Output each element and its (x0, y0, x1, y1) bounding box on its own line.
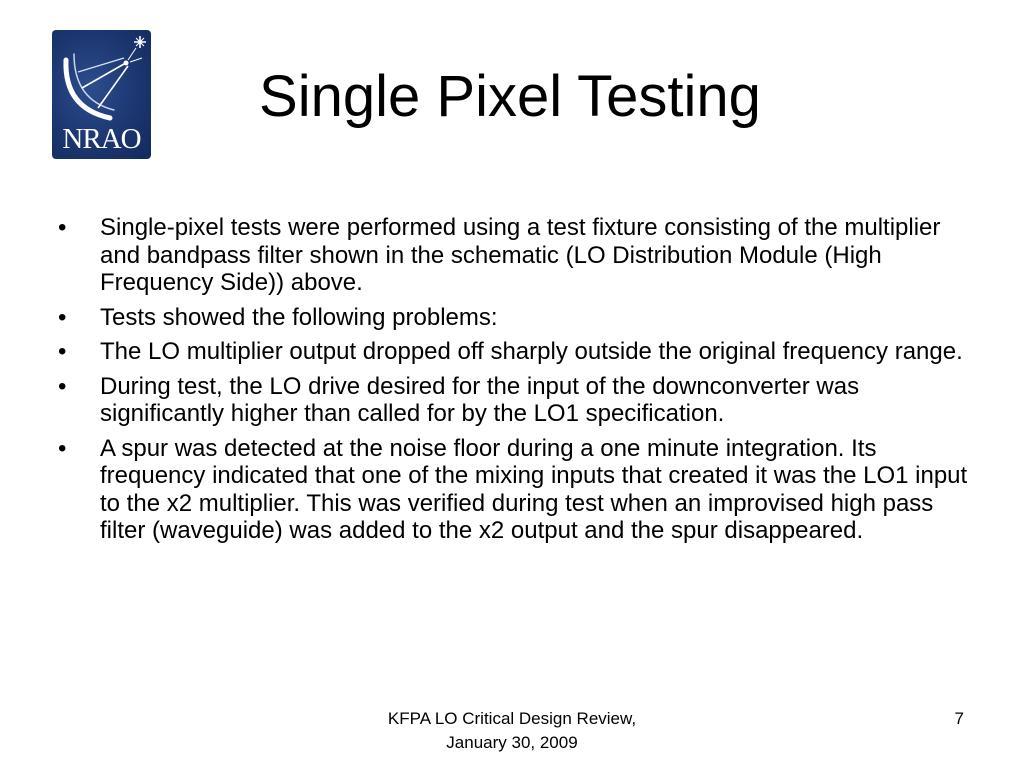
bullet-list (58, 214, 978, 552)
footer-caption (330, 707, 694, 755)
bullet-text: Tests showed the following problems: (100, 303, 498, 331)
bullet-item (58, 338, 978, 366)
bullet-text: The LO multiplier output dropped off sharply outside the original frequency range. (100, 338, 963, 365)
bullet-text: A spur was detected at the noise floor during a one minute integration. Its frequency indicated that one of the mixing inputs that created it was the LO1 input to the x2 multiplier. This was verified during test when an improvised high pass filter (waveguide) was added to the x2 output and the spur disappeared. (100, 434, 968, 544)
bullet-glyph: • (58, 434, 67, 462)
logo-wordmark: NRAO (62, 123, 141, 155)
bullet-glyph: • (58, 214, 67, 241)
bullet-item (58, 214, 978, 297)
footer-line-2: January 30, 2009 (446, 733, 578, 752)
page-number: 7 (954, 709, 964, 728)
bullet-glyph: • (58, 372, 67, 400)
nrao-logo (52, 30, 151, 159)
bullet-item (58, 435, 978, 545)
bullet-text: Single-pixel tests were performed using a test fixture consisting of the multiplier and bandpass filter shown in the schematic (LO Distribution Module (High Frequency Side)) above. (100, 214, 941, 296)
bullet-item (58, 304, 978, 332)
bullet-glyph: • (58, 303, 67, 331)
bullet-text: During test, the LO drive desired for the input of the downconverter was significantly higher than called for by the LO1 specification. (100, 372, 860, 427)
bullet-glyph: • (58, 338, 67, 365)
slide-title: Single Pixel Testing (259, 64, 761, 129)
footer-line-1: KFPA LO Critical Design Review, (387, 709, 637, 728)
bullet-item (58, 373, 978, 428)
